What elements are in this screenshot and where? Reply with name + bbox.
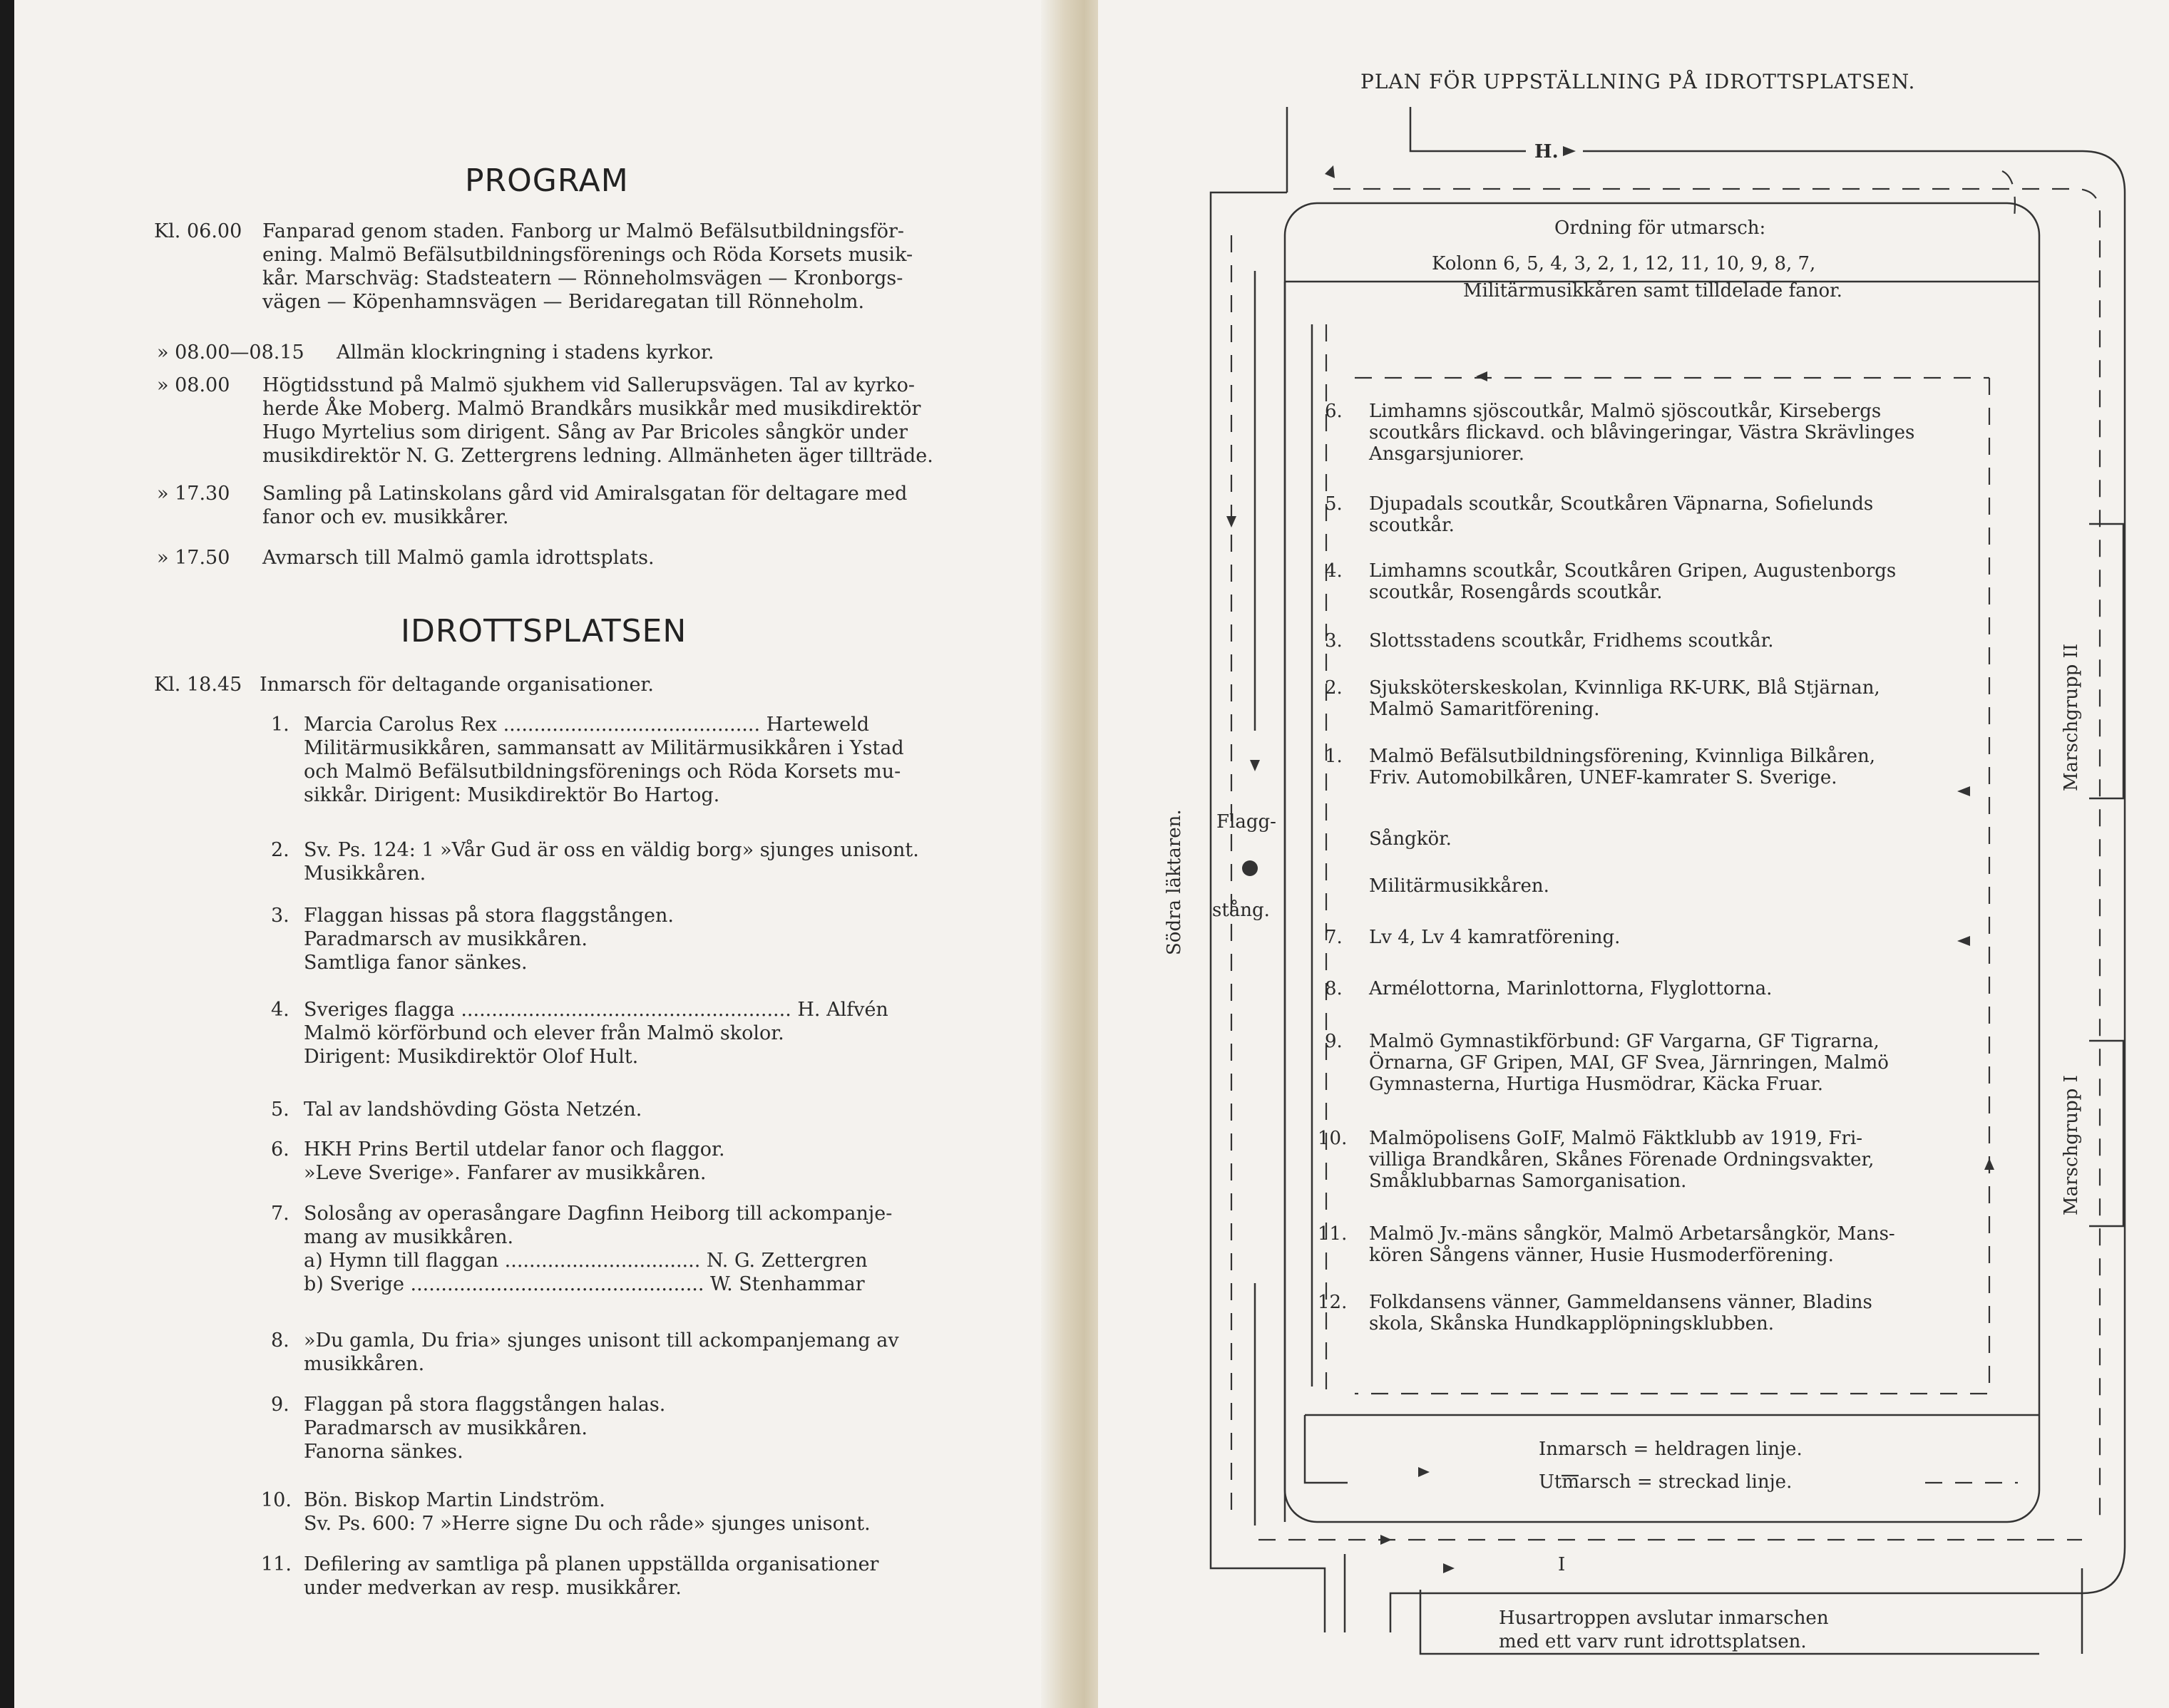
ordning-line-1: Kolonn 6, 5, 4, 3, 2, 1, 12, 11, 10, 9, 8, 7,: [1432, 253, 1816, 274]
idrott-item-line: Paradmarsch av musikkåren.: [304, 1417, 588, 1439]
column-number: 6.: [1325, 401, 1343, 422]
idrott-item-number: 2.: [271, 839, 289, 861]
column-entry-line: Folkdansens vänner, Gammeldansens vänner, Bladins: [1369, 1292, 1872, 1313]
column-entry-line: Militärmusikkåren.: [1369, 875, 1549, 897]
idrott-item: [304, 1553, 878, 1600]
column-entry: [1369, 828, 1452, 850]
idrott-item-line: mang av musikkåren.: [304, 1226, 514, 1248]
column-entry-line: Sångkör.: [1369, 828, 1452, 850]
idrott-item-line: Fanorna sänkes.: [304, 1441, 463, 1463]
column-entry: [1369, 1292, 1872, 1334]
column-entry: [1369, 630, 1773, 652]
idrott-item-number: 8.: [271, 1329, 289, 1352]
column-number: 1.: [1325, 746, 1343, 767]
column-entry-line: Limhamns sjöscoutkår, Malmö sjöscoutkår, Kirsebergs: [1369, 401, 1882, 422]
column-entry-line: kören Sångens vänner, Husie Husmoderförening.: [1369, 1245, 1834, 1266]
sodra-label: Södra läktaren.: [1164, 809, 1185, 955]
idrott-item-line: musikkåren.: [304, 1353, 425, 1375]
column-entry-line: scoutkårs flickavd. och blåvingeringar, Västra Skrävlinges: [1369, 422, 1915, 443]
column-number: 8.: [1325, 978, 1343, 999]
ordning-line-2: Militärmusikkåren samt tilldelade fanor.: [1463, 280, 1842, 302]
column-entry-line: Malmö Samaritförening.: [1369, 699, 1600, 720]
program-item-line: Högtidsstund på Malmö sjukhem vid Sallerupsvägen. Tal av kyrko-: [262, 374, 915, 396]
column-entry: [1369, 401, 1914, 465]
program-item-line: musikdirektör N. G. Zettergrens ledning. Allmänheten äger tillträde.: [262, 445, 933, 467]
idrott-time: Kl. 18.45: [154, 674, 242, 696]
idrott-item-line: Flaggan hissas på stora flaggstången.: [304, 905, 674, 927]
column-entry: [1369, 560, 1896, 603]
idrott-title: IDROTTSPLATSEN: [401, 613, 687, 649]
idrott-item-line: Sv. Ps. 124: 1 »Vår Gud är oss en väldig borg» sjunges unisont.: [304, 839, 919, 861]
column-entry-line: Gymnasterna, Hurtiga Husmödrar, Käcka Fruar.: [1369, 1074, 1824, 1095]
column-number: 2.: [1325, 677, 1343, 699]
idrott-item-number: 10.: [261, 1489, 292, 1511]
column-entry-line: scoutkår.: [1369, 515, 1455, 536]
column-number: 12.: [1318, 1292, 1348, 1313]
idrott-item: [304, 1138, 725, 1185]
column-entry-line: Malmö Jv.-mäns sångkör, Malmö Arbetarsångkör, Mans-: [1369, 1223, 1895, 1245]
left-page: [14, 0, 1041, 1708]
column-entry-line: Limhamns scoutkår, Scoutkåren Gripen, Augustenborgs: [1369, 560, 1897, 582]
column-entry: [1369, 1031, 1889, 1095]
column-entry-line: scoutkår, Rosengårds scoutkår.: [1369, 582, 1663, 603]
idrott-item-line: Sv. Ps. 600: 7 »Herre signe Du och råde» sjunges unisont.: [304, 1513, 871, 1535]
marker-h: H.: [1534, 141, 1559, 163]
idrott-item: [304, 838, 919, 885]
program-time: » 17.50: [157, 547, 230, 569]
idrott-item: [304, 998, 888, 1069]
idrott-item-line: Paradmarsch av musikkåren.: [304, 928, 588, 950]
program-item-line: Hugo Myrtelius som dirigent. Sång av Par Bricoles sångkör under: [262, 421, 908, 443]
idrott-item-line: a) Hymn till flaggan ................................ N. G. Zettergren: [304, 1250, 868, 1272]
program-item-line: Allmän klockringning i stadens kyrkor.: [337, 341, 714, 364]
idrott-item-line: sikkår. Dirigent: Musikdirektör Bo Hartog.: [304, 784, 720, 806]
program-time: Kl. 06.00: [154, 220, 242, 242]
column-entry-line: Lv 4, Lv 4 kamratförening.: [1369, 927, 1621, 948]
program-title: PROGRAM: [465, 163, 629, 199]
column-entry-line: Malmö Gymnastikförbund: GF Vargarna, GF Tigrarna,: [1369, 1031, 1880, 1052]
idrott-item-line: »Du gamla, Du fria» sjunges unisont till ackompanjemang av: [304, 1329, 899, 1352]
marschgrupp-1-label: Marschgrupp I: [2061, 1075, 2082, 1215]
program-item: [337, 341, 714, 364]
column-entry-line: Djupadals scoutkår, Scoutkåren Väpnarna, Sofielunds: [1369, 493, 1874, 515]
column-entry: [1369, 493, 1873, 536]
footer-line-1: Husartroppen avslutar inmarschen: [1499, 1607, 1829, 1629]
program-item-line: herde Åke Moberg. Malmö Brandkårs musikkår med musikdirektör: [262, 398, 921, 420]
program-item-line: Samling på Latinskolans gård vid Amiralsgatan för deltagare med: [262, 483, 908, 505]
idrott-item-line: »Leve Sverige». Fanfarer av musikkåren.: [304, 1162, 707, 1184]
idrott-item: [304, 1488, 871, 1535]
program-item-line: vägen — Köpenhamnsvägen — Beridaregatan till Rönneholm.: [262, 291, 865, 313]
plan-title: PLAN FÖR UPPSTÄLLNING PÅ IDROTTSPLATSEN.: [1360, 70, 1916, 93]
footer-line-2: med ett varv runt idrottsplatsen.: [1499, 1631, 1807, 1652]
flag-label-bottom: stång.: [1212, 900, 1270, 921]
idrott-item-number: 11.: [261, 1553, 292, 1575]
column-entry: [1369, 677, 1880, 720]
ordning-title: Ordning för utmarsch:: [1554, 217, 1766, 239]
program-item: [262, 482, 907, 529]
program-item-line: kår. Marschväg: Stadsteatern — Rönneholmsvägen — Kronborgs-: [262, 267, 903, 289]
column-number: 10.: [1318, 1128, 1348, 1149]
idrott-item-line: Militärmusikkåren, sammansatt av Militärmusikkåren i Ystad: [304, 737, 904, 759]
idrott-item-line: Bön. Biskop Martin Lindström.: [304, 1489, 605, 1511]
marker-i: I: [1558, 1554, 1566, 1575]
idrott-item-line: och Malmö Befälsutbildningsförenings och Röda Korsets mu-: [304, 761, 901, 783]
program-item-line: fanor och ev. musikkårer.: [262, 506, 509, 528]
column-entry-line: skola, Skånska Hundkapplöpningsklubben.: [1369, 1313, 1775, 1334]
program-time: » 17.30: [157, 483, 230, 505]
idrott-item-line: Malmö körförbund och elever från Malmö skolor.: [304, 1022, 784, 1044]
column-entry: [1369, 927, 1620, 948]
flagpole-dot: [1242, 860, 1258, 876]
idrott-item-number: 9.: [271, 1394, 289, 1416]
program-item: [262, 220, 913, 314]
column-entry-line: Slottsstadens scoutkår, Fridhems scoutkår.: [1369, 630, 1774, 652]
idrott-item-line: b) Sverige ................................................ W. Stenhammar: [304, 1273, 865, 1295]
column-number: 3.: [1325, 630, 1343, 652]
idrott-item-number: 1.: [271, 714, 289, 736]
idrott-item-line: Musikkåren.: [304, 863, 426, 885]
idrott-item-line: Defilering av samtliga på planen uppställda organisationer: [304, 1553, 879, 1575]
legend-in: Inmarsch = heldragen linje.: [1539, 1439, 1803, 1460]
idrott-item-line: Marcia Carolus Rex .......................................... Harteweld: [304, 714, 870, 736]
column-entry: [1369, 1223, 1895, 1266]
column-entry: [1369, 978, 1772, 999]
column-number: 4.: [1325, 560, 1343, 582]
column-entry-line: Malmö Befälsutbildningsförening, Kvinnliga Bilkåren,: [1369, 746, 1876, 767]
column-entry-line: villiga Brandkåren, Skånes Förenade Ordningsvakter,: [1369, 1149, 1875, 1171]
program-time: » 08.00: [157, 374, 230, 396]
idrott-item: [304, 1393, 665, 1463]
idrott-item-line: under medverkan av resp. musikkårer.: [304, 1577, 682, 1599]
column-entry: [1369, 1128, 1874, 1192]
idrott-intro: Inmarsch för deltagande organisationer.: [260, 674, 654, 696]
column-entry: [1369, 875, 1549, 897]
flag-label-top: Flagg-: [1216, 811, 1276, 833]
column-entry-line: Örnarna, GF Gripen, MAI, GF Svea, Järnringen, Malmö: [1369, 1052, 1889, 1074]
idrott-item-line: Flaggan på stora flaggstången halas.: [304, 1394, 666, 1416]
column-number: 5.: [1325, 493, 1343, 515]
column-entry-line: Ansgarsjuniorer.: [1369, 443, 1524, 465]
program-time: » 08.00—08.15: [157, 341, 304, 364]
idrott-item-line: HKH Prins Bertil utdelar fanor och flaggor.: [304, 1138, 725, 1161]
idrott-item-line: Samtliga fanor sänkes.: [304, 952, 528, 974]
column-number: 11.: [1318, 1223, 1348, 1245]
idrott-item-number: 6.: [271, 1138, 289, 1161]
idrott-item-number: 7.: [271, 1203, 289, 1225]
column-entry-line: Friv. Automobilkåren, UNEF-kamrater S. Sverige.: [1369, 767, 1837, 788]
idrott-item-line: Solosång av operasångare Dagfinn Heiborg till ackompanje-: [304, 1203, 893, 1225]
column-entry-line: Armélottorna, Marinlottorna, Flyglottorna.: [1369, 978, 1773, 999]
idrott-item-line: Sveriges flagga ...................................................... H. Alfvén: [304, 999, 888, 1021]
idrott-item: [304, 713, 904, 807]
idrott-item: [304, 1098, 642, 1121]
column-number: 9.: [1325, 1031, 1343, 1052]
program-item: [262, 374, 933, 468]
marschgrupp-2-label: Marschgrupp II: [2061, 643, 2082, 791]
legend-out: Utmarsch = streckad linje.: [1539, 1471, 1793, 1493]
idrott-item-number: 3.: [271, 905, 289, 927]
program-item: [262, 546, 655, 570]
idrott-item-number: 5.: [271, 1099, 289, 1121]
column-entry: [1369, 746, 1875, 788]
column-entry-line: Sjuksköterskeskolan, Kvinnliga RK-URK, Blå Stjärnan,: [1369, 677, 1880, 699]
program-item-line: Fanparad genom staden. Fanborg ur Malmö Befälsutbildningsför-: [262, 220, 905, 242]
column-entry-line: Småklubbarnas Samorganisation.: [1369, 1171, 1687, 1192]
idrott-item: [304, 904, 674, 974]
idrott-item-number: 4.: [271, 999, 289, 1021]
idrott-item: [304, 1202, 892, 1296]
idrott-item-line: Dirigent: Musikdirektör Olof Hult.: [304, 1046, 639, 1068]
column-entry-line: Malmöpolisens GoIF, Malmö Fäktklubb av 1919, Fri-: [1369, 1128, 1863, 1149]
right-page: [1098, 0, 2169, 1708]
idrott-item: [304, 1329, 899, 1376]
program-item-line: Avmarsch till Malmö gamla idrottsplats.: [262, 547, 655, 569]
idrott-item-line: Tal av landshövding Gösta Netzén.: [304, 1099, 642, 1121]
column-number: 7.: [1325, 927, 1343, 948]
program-item-line: ening. Malmö Befälsutbildningsförenings och Röda Korsets musik-: [262, 244, 913, 266]
